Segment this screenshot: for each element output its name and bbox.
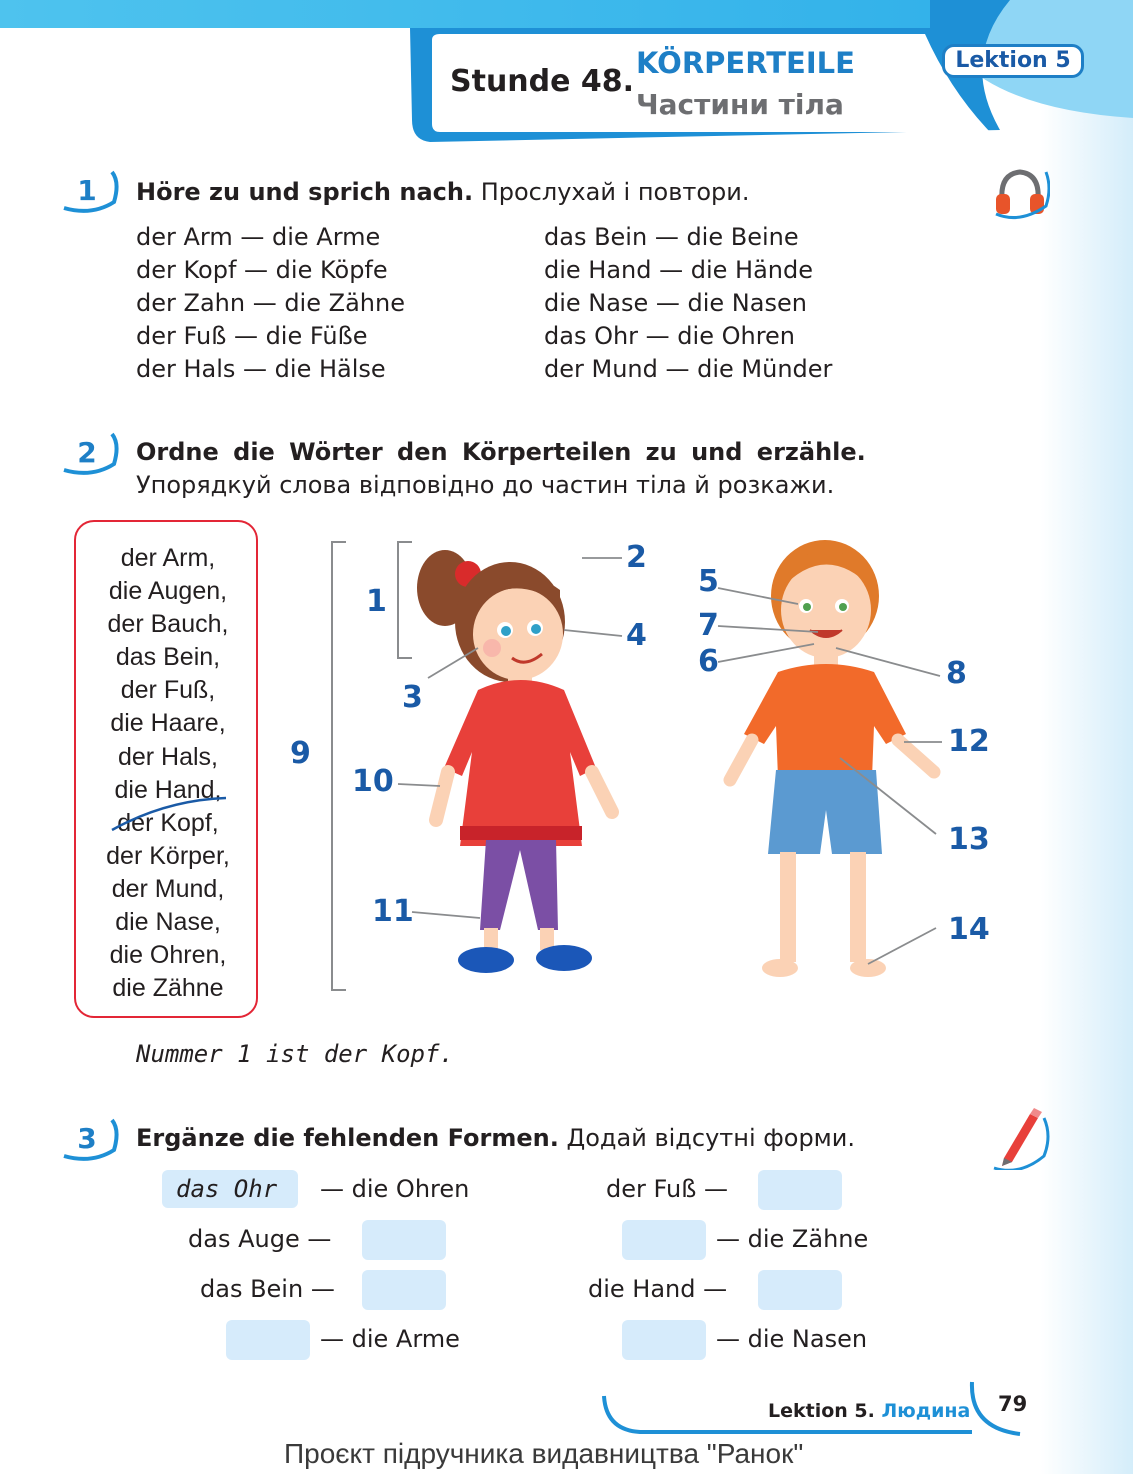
list-item: die Haare, — [110, 709, 226, 738]
exercise-1-right-column — [544, 221, 832, 386]
exercise-1-number: 1 — [62, 170, 122, 220]
strike-mark — [106, 796, 236, 836]
list-item: der Arm, — [120, 544, 216, 572]
footer-lektion-label: Lektion 5. — [768, 1400, 875, 1422]
lesson-title-de: KÖRPERTEILE — [636, 46, 855, 80]
example-sentence: Nummer 1 ist der Kopf. — [136, 1040, 454, 1068]
answer-input[interactable] — [362, 1220, 446, 1260]
row-right-3: die Hand — — [588, 1275, 728, 1303]
list-item: die Nase, — [115, 908, 221, 937]
answer-input[interactable] — [226, 1320, 310, 1360]
exercise-2-instruction-de: Ordne die Wörter den Körperteilen zu und erzähle. — [136, 438, 866, 466]
label-5: 5 — [698, 564, 719, 599]
girl-figure — [417, 550, 612, 973]
label-12: 12 — [948, 724, 990, 759]
right-gradient-band — [1040, 0, 1133, 1474]
list-item: die Ohren, — [109, 941, 227, 970]
list-item: die Augen, — [108, 577, 228, 606]
list-item-crossed: der Kopf, — [117, 808, 219, 837]
lesson-number: Stunde 48. — [450, 64, 635, 99]
answer-input[interactable] — [622, 1320, 706, 1360]
label-8: 8 — [946, 656, 967, 691]
word-pair: der Fuß — die Füße — [136, 322, 368, 350]
answer-input[interactable] — [758, 1270, 842, 1310]
list-item: der Hals, — [117, 742, 219, 771]
word-pair: das Ohr — die Ohren — [544, 322, 796, 350]
row-right-1: der Fuß — — [606, 1175, 728, 1203]
list-item: die Zähne — [112, 974, 224, 1003]
lektion-badge-label: Lektion 5 — [955, 48, 1071, 73]
boy-figure — [730, 540, 934, 977]
label-9: 9 — [290, 736, 311, 771]
row-left-4: — die Arme — [320, 1325, 460, 1353]
children-illustration — [320, 530, 1000, 1010]
instruction-de: Ergänze die fehlenden Formen. — [136, 1124, 559, 1152]
label-13: 13 — [948, 822, 990, 857]
word-pair: der Arm — die Arme — [136, 223, 381, 251]
label-10: 10 — [352, 764, 394, 799]
row-left-1: — die Ohren — [320, 1175, 470, 1203]
example-answer: das Ohr — [176, 1175, 278, 1203]
label-14: 14 — [948, 912, 990, 947]
instruction-uk: Додай відсутні форми. — [566, 1124, 856, 1152]
word-pair: der Zahn — die Zähne — [136, 289, 405, 317]
exercise-2-number: 2 — [62, 432, 122, 482]
exercise-1-left-column — [136, 221, 405, 386]
word-pair: die Hand — die Hände — [544, 256, 814, 284]
lesson-title-uk: Частини тіла — [636, 88, 844, 121]
headphones-icon[interactable] — [990, 166, 1050, 220]
word-pair: der Mund — die Münder — [544, 355, 833, 383]
answer-input[interactable] — [362, 1270, 446, 1310]
label-6: 6 — [698, 644, 719, 679]
word-list — [76, 542, 260, 1005]
exercise-2-instruction-uk: Упорядкуй слова відповідно до частин тіла й розкажи. — [136, 471, 835, 499]
row-left-2: das Auge — — [188, 1225, 332, 1253]
list-item: das Bein, — [115, 643, 221, 672]
label-2: 2 — [626, 540, 647, 575]
word-pair: der Kopf — die Köpfe — [136, 256, 388, 284]
footer-topic: Людина — [881, 1400, 971, 1422]
footer-lektion — [768, 1400, 970, 1422]
label-3: 3 — [402, 680, 423, 715]
word-pair: das Bein — die Beine — [544, 223, 799, 251]
instruction-uk: Прослухай і повтори. — [480, 178, 750, 206]
label-4: 4 — [626, 618, 647, 653]
row-right-4: — die Nasen — [716, 1325, 868, 1353]
instruction-de: Höre zu und sprich nach. — [136, 178, 474, 206]
word-pair: die Nase — die Nasen — [544, 289, 807, 317]
list-item: die Hand, — [114, 775, 222, 804]
answer-input[interactable] — [758, 1170, 842, 1210]
exercise-3-instruction — [136, 1124, 855, 1152]
label-1: 1 — [366, 584, 387, 619]
answer-input[interactable] — [622, 1220, 706, 1260]
label-11: 11 — [372, 894, 414, 929]
list-item: der Körper, — [106, 841, 230, 870]
list-item: der Mund, — [111, 874, 225, 903]
label-7: 7 — [698, 608, 719, 643]
row-left-3: das Bein — — [200, 1275, 335, 1303]
page-number: 79 — [998, 1392, 1028, 1416]
word-pair: der Hals — die Hälse — [136, 355, 386, 383]
lektion-badge — [942, 44, 1084, 78]
exercise-1-instruction — [136, 178, 750, 206]
publisher-note: Проєкт підручника видавництва "Ранок" — [284, 1438, 804, 1469]
word-list-box — [74, 520, 258, 1018]
list-item: der Fuß, — [120, 676, 216, 705]
exercise-3-number: 3 — [62, 1118, 122, 1168]
list-item: der Bauch, — [107, 610, 229, 639]
row-right-2: — die Zähne — [716, 1225, 869, 1253]
pencil-icon[interactable] — [990, 1106, 1050, 1170]
